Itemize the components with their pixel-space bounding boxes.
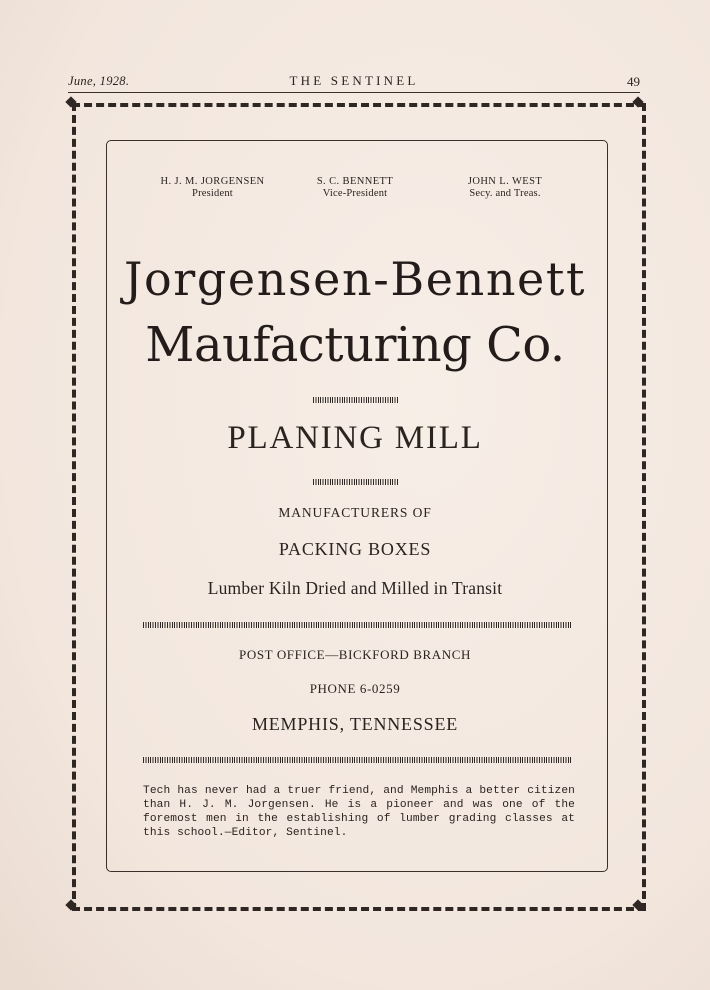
officer-title: President: [192, 188, 233, 199]
company-name-line-2: Maufacturing Co.: [145, 317, 565, 373]
business-heading: PLANING MILL: [227, 420, 483, 456]
officer-name: JOHN L. WEST: [467, 176, 543, 187]
officer-secretary-treasurer: [440, 176, 570, 200]
service-line: Lumber Kiln Dried and Milled in Transit: [207, 578, 503, 598]
editor-tribute-note: Tech has never had a truer friend, and Memphis a better citizen than H. J. M. Jorgensen. He is a pioneer and was one of the foremost men in the establishing of lumber grading classes at this school.—Editor, Sentinel.: [143, 785, 575, 839]
ornament-divider: [143, 622, 571, 628]
running-head: [68, 74, 640, 92]
officer-title: Secy. and Treas.: [469, 188, 541, 199]
officer-vice-president: [290, 176, 420, 200]
page-number: 49: [627, 74, 640, 89]
ornament-divider: [143, 757, 571, 763]
phone-line: PHONE 6-0259: [309, 681, 401, 696]
issue-date: June, 1928.: [68, 74, 130, 88]
product-line: PACKING BOXES: [278, 539, 432, 559]
header-rule: [68, 92, 640, 93]
ornament-divider: [313, 479, 399, 485]
publication-title: THE SENTINEL: [289, 73, 419, 88]
manufacturers-of-label: MANUFACTURERS OF: [278, 505, 432, 520]
officer-president: [140, 176, 285, 200]
company-name-line-1: Jorgensen-Bennett: [123, 252, 587, 306]
ornament-divider: [313, 397, 399, 403]
city-line: MEMPHIS, TENNESSEE: [251, 714, 459, 734]
post-office-line: POST OFFICE—BICKFORD BRANCH: [239, 647, 471, 662]
officer-name: S. C. BENNETT: [316, 176, 394, 187]
officer-title: Vice-President: [322, 188, 388, 199]
officer-name: H. J. M. JORGENSEN: [160, 176, 265, 187]
